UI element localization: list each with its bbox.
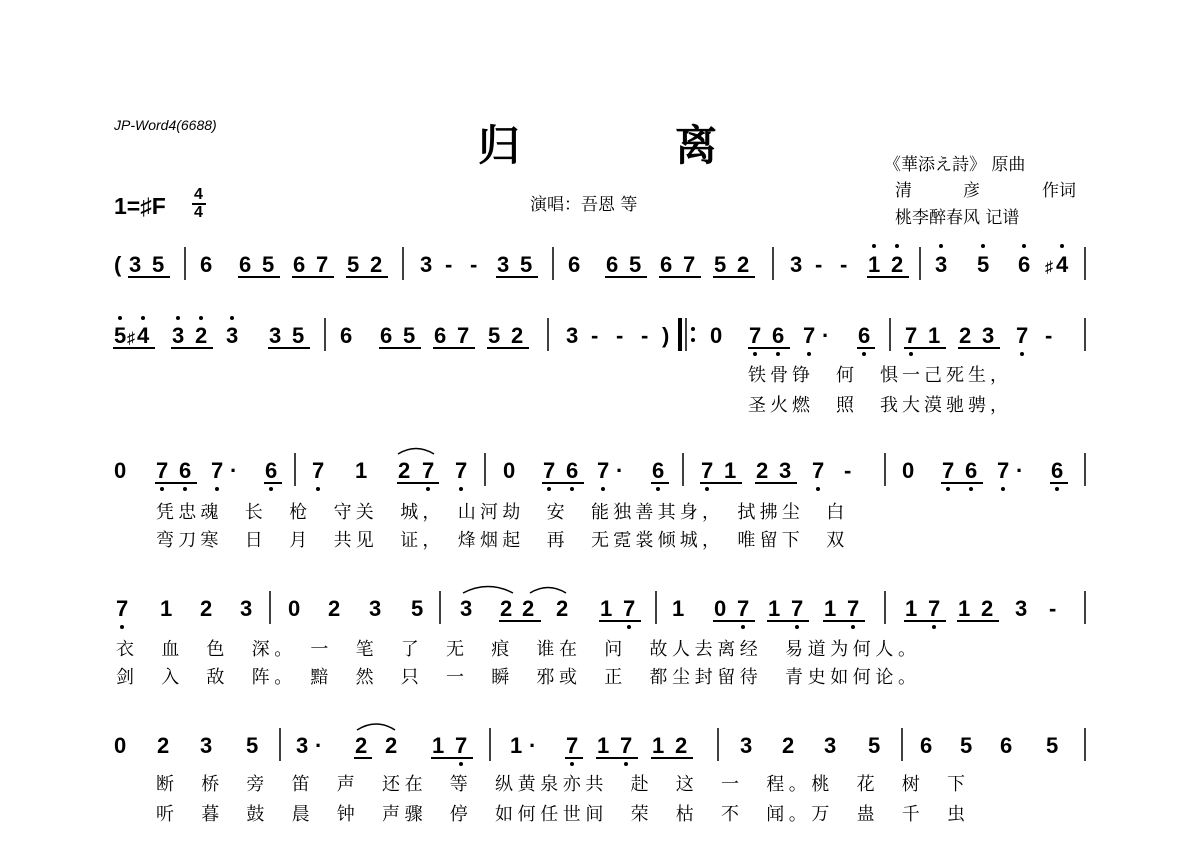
svg-text:4: 4 xyxy=(137,323,150,348)
svg-text:5: 5 xyxy=(292,323,305,348)
svg-text:7: 7 xyxy=(1016,323,1029,348)
software-label: JP-Word4(6688) xyxy=(114,117,217,133)
svg-text:6: 6 xyxy=(652,458,665,483)
lyrics-verse-1: 凭忠魂 长 枪 守关 城， 山河劫 安 能独善其身， 拭拂尘 白 xyxy=(156,502,849,523)
svg-text:1: 1 xyxy=(824,596,837,621)
svg-text:(: ( xyxy=(114,252,122,277)
svg-text:7: 7 xyxy=(737,596,750,621)
svg-text:6: 6 xyxy=(293,252,306,277)
svg-text:3: 3 xyxy=(129,252,142,277)
svg-text:2: 2 xyxy=(756,458,769,483)
svg-text:6: 6 xyxy=(265,458,278,483)
svg-text:3: 3 xyxy=(296,733,309,758)
svg-text:1: 1 xyxy=(160,596,173,621)
credit-lyricist-name: 清 彦 xyxy=(895,181,980,201)
svg-text:2: 2 xyxy=(675,733,688,758)
svg-text:2: 2 xyxy=(500,596,513,621)
lyrics-verse-2: 弯刀寒 日 月 共见 证， 烽烟起 再 无霓裳倾城， 唯留下 双 xyxy=(156,530,849,551)
credit-original: 《華添え詩》 原曲 xyxy=(884,155,1026,175)
svg-text:7: 7 xyxy=(812,458,825,483)
svg-text:2: 2 xyxy=(195,323,208,348)
svg-text:6: 6 xyxy=(200,252,213,277)
svg-text:5: 5 xyxy=(411,596,424,621)
svg-text:-: - xyxy=(844,458,852,483)
svg-text:5: 5 xyxy=(868,733,881,758)
svg-text:3: 3 xyxy=(779,458,792,483)
key-signature: 1=♯F xyxy=(114,193,166,219)
jianpu-staff xyxy=(0,310,1200,370)
svg-text:5: 5 xyxy=(246,733,259,758)
lyrics-verse-2: 听 暮 鼓 晨 钟 声骤 停 如何任世间 荣 枯 不 闻。万 蛊 千 虫 xyxy=(156,804,970,825)
svg-text:3: 3 xyxy=(460,596,473,621)
svg-text:♯: ♯ xyxy=(1045,259,1053,276)
svg-text:6: 6 xyxy=(965,458,978,483)
svg-text:1: 1 xyxy=(510,733,523,758)
svg-text:6: 6 xyxy=(1000,733,1013,758)
svg-text:1: 1 xyxy=(958,596,971,621)
svg-text:1: 1 xyxy=(600,596,613,621)
svg-text:2: 2 xyxy=(398,458,411,483)
svg-text:6: 6 xyxy=(340,323,353,348)
svg-text:7: 7 xyxy=(316,252,329,277)
svg-text:7: 7 xyxy=(211,458,224,483)
svg-text:1: 1 xyxy=(928,323,941,348)
svg-text:3: 3 xyxy=(420,252,433,277)
svg-text:-: - xyxy=(616,323,624,348)
svg-text:7: 7 xyxy=(566,733,579,758)
svg-text:·: · xyxy=(616,458,624,483)
svg-text:0: 0 xyxy=(288,596,301,621)
svg-text:7: 7 xyxy=(543,458,556,483)
svg-text:-: - xyxy=(445,252,453,277)
svg-text:0: 0 xyxy=(114,458,127,483)
svg-text:-: - xyxy=(470,252,478,277)
svg-text:): ) xyxy=(662,323,670,348)
svg-text:5: 5 xyxy=(114,323,127,348)
svg-text:·: · xyxy=(1016,458,1024,483)
svg-text:7: 7 xyxy=(312,458,325,483)
svg-text:3: 3 xyxy=(824,733,837,758)
svg-text:6: 6 xyxy=(858,323,871,348)
svg-text:3: 3 xyxy=(240,596,253,621)
svg-text:7: 7 xyxy=(620,733,633,758)
svg-text:5: 5 xyxy=(152,252,165,277)
svg-text:♯: ♯ xyxy=(127,330,135,347)
svg-text:5: 5 xyxy=(262,252,275,277)
svg-text:3: 3 xyxy=(200,733,213,758)
svg-text:3: 3 xyxy=(497,252,510,277)
svg-text:6: 6 xyxy=(568,252,581,277)
svg-text:5: 5 xyxy=(1046,733,1059,758)
svg-text:3: 3 xyxy=(226,323,239,348)
svg-text:2: 2 xyxy=(522,596,535,621)
svg-text:2: 2 xyxy=(959,323,972,348)
svg-text:2: 2 xyxy=(981,596,994,621)
lyrics-verse-2: 圣火燃 照 我大漠驰骋， xyxy=(748,395,1012,416)
svg-text:2: 2 xyxy=(355,733,368,758)
svg-text:7: 7 xyxy=(683,252,696,277)
title-char-1: 归 xyxy=(478,121,521,170)
credit-lyricist-role: 作词 xyxy=(1042,181,1076,201)
svg-text:0: 0 xyxy=(114,733,127,758)
svg-text:·: · xyxy=(230,458,238,483)
svg-text:5: 5 xyxy=(488,323,501,348)
jianpu-staff xyxy=(0,578,1200,638)
svg-text:2: 2 xyxy=(385,733,398,758)
svg-text:1: 1 xyxy=(597,733,610,758)
svg-text:7: 7 xyxy=(455,733,468,758)
svg-text:2: 2 xyxy=(157,733,170,758)
svg-text:7: 7 xyxy=(116,596,129,621)
svg-text:6: 6 xyxy=(434,323,447,348)
svg-text:2: 2 xyxy=(511,323,524,348)
time-signature-top: 4 xyxy=(194,186,203,203)
svg-text:·: · xyxy=(822,323,830,348)
svg-text:6: 6 xyxy=(380,323,393,348)
svg-text:0: 0 xyxy=(714,596,727,621)
svg-text:7: 7 xyxy=(422,458,435,483)
svg-text:4: 4 xyxy=(1056,252,1069,277)
svg-text:1: 1 xyxy=(905,596,918,621)
svg-text:-: - xyxy=(641,323,649,348)
lyrics-verse-1: 断 桥 旁 笛 声 还在 等 纵黄泉亦共 赴 这 一 程。桃 花 树 下 xyxy=(156,774,970,795)
lyrics-verse-1: 衣 血 色 深。 一 笔 了 无 痕 谁在 问 故人去离经 易道为何人。 xyxy=(116,639,921,660)
svg-text:7: 7 xyxy=(457,323,470,348)
svg-text:6: 6 xyxy=(606,252,619,277)
svg-text:3: 3 xyxy=(982,323,995,348)
svg-text:0: 0 xyxy=(503,458,516,483)
svg-text:6: 6 xyxy=(920,733,933,758)
svg-text:7: 7 xyxy=(791,596,804,621)
svg-text:7: 7 xyxy=(749,323,762,348)
credit-transcriber: 桃李醉春风 记谱 xyxy=(895,208,1020,228)
svg-text:5: 5 xyxy=(629,252,642,277)
svg-text:7: 7 xyxy=(701,458,714,483)
svg-text:7: 7 xyxy=(597,458,610,483)
svg-text:1: 1 xyxy=(868,252,881,277)
jianpu-staff xyxy=(0,440,1200,500)
svg-text:7: 7 xyxy=(156,458,169,483)
svg-text:1: 1 xyxy=(768,596,781,621)
svg-text:6: 6 xyxy=(566,458,579,483)
svg-text:5: 5 xyxy=(520,252,533,277)
svg-text:5: 5 xyxy=(347,252,360,277)
svg-text:1: 1 xyxy=(672,596,685,621)
svg-text:7: 7 xyxy=(803,323,816,348)
svg-text:6: 6 xyxy=(660,252,673,277)
svg-text:3: 3 xyxy=(172,323,185,348)
svg-text:1: 1 xyxy=(724,458,737,483)
lyrics-verse-2: 剑 入 敌 阵。 黯 然 只 一 瞬 邪或 正 都尘封留待 青史如何论。 xyxy=(116,667,921,688)
svg-text:0: 0 xyxy=(902,458,915,483)
svg-text:6: 6 xyxy=(1018,252,1031,277)
svg-text:3: 3 xyxy=(935,252,948,277)
svg-text:-: - xyxy=(1049,596,1057,621)
svg-text:0: 0 xyxy=(710,323,723,348)
svg-text:7: 7 xyxy=(928,596,941,621)
svg-text:6: 6 xyxy=(179,458,192,483)
svg-text:7: 7 xyxy=(905,323,918,348)
jianpu-staff xyxy=(0,715,1200,775)
svg-text:3: 3 xyxy=(269,323,282,348)
svg-text:·: · xyxy=(315,733,323,758)
svg-text:5: 5 xyxy=(403,323,416,348)
time-signature-bottom: 4 xyxy=(194,204,203,221)
svg-text:2: 2 xyxy=(891,252,904,277)
svg-text:7: 7 xyxy=(942,458,955,483)
svg-text:2: 2 xyxy=(370,252,383,277)
svg-text:5: 5 xyxy=(977,252,990,277)
svg-text:2: 2 xyxy=(328,596,341,621)
svg-text:3: 3 xyxy=(740,733,753,758)
svg-text:-: - xyxy=(1045,323,1053,348)
title-char-2: 离 xyxy=(675,121,718,170)
svg-text:6: 6 xyxy=(1051,458,1064,483)
svg-text:3: 3 xyxy=(369,596,382,621)
svg-text:1: 1 xyxy=(432,733,445,758)
svg-text:-: - xyxy=(591,323,599,348)
jianpu-staff xyxy=(0,235,1200,295)
svg-text:7: 7 xyxy=(623,596,636,621)
lyrics-verse-1: 铁骨铮 何 惧一己死生， xyxy=(748,365,1012,386)
svg-text:6: 6 xyxy=(772,323,785,348)
svg-text:2: 2 xyxy=(200,596,213,621)
svg-text:3: 3 xyxy=(790,252,803,277)
svg-text:1: 1 xyxy=(355,458,368,483)
svg-text:-: - xyxy=(840,252,848,277)
svg-text:5: 5 xyxy=(714,252,727,277)
svg-text:2: 2 xyxy=(782,733,795,758)
svg-text:7: 7 xyxy=(847,596,860,621)
svg-text:7: 7 xyxy=(455,458,468,483)
svg-text:5: 5 xyxy=(960,733,973,758)
svg-text:2: 2 xyxy=(556,596,569,621)
svg-text:7: 7 xyxy=(997,458,1010,483)
svg-text:-: - xyxy=(815,252,823,277)
svg-text:3: 3 xyxy=(566,323,579,348)
performer-label: 演唱：吾恩 等 xyxy=(530,195,638,215)
svg-text:1: 1 xyxy=(652,733,665,758)
svg-text:·: · xyxy=(529,733,537,758)
svg-text:6: 6 xyxy=(239,252,252,277)
svg-text:3: 3 xyxy=(1015,596,1028,621)
svg-text:2: 2 xyxy=(737,252,750,277)
